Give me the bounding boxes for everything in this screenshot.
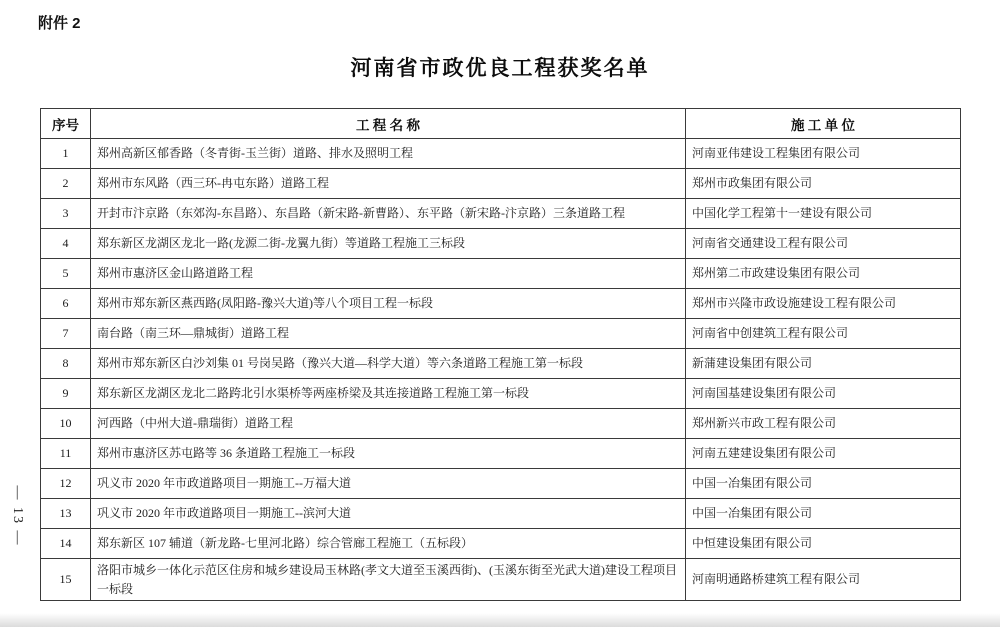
cell-construction-unit: 中恒建设集团有限公司 xyxy=(686,529,961,559)
table-row xyxy=(41,409,961,439)
cell-serial-number: 6 xyxy=(41,289,91,319)
cell-project-name: 南台路（南三环—鼎城街）道路工程 xyxy=(91,319,686,349)
table-row xyxy=(41,289,961,319)
cell-construction-unit: 河南省中创建筑工程有限公司 xyxy=(686,319,961,349)
cell-serial-number: 11 xyxy=(41,439,91,469)
page-title: 河南省市政优良工程获奖名单 xyxy=(350,57,650,80)
table-row xyxy=(41,529,961,559)
cell-serial-number: 7 xyxy=(41,319,91,349)
cell-project-name: 郑东新区龙湖区龙北一路(龙源二街-龙翼九街）等道路工程施工三标段 xyxy=(91,229,686,259)
table-row xyxy=(41,379,961,409)
cell-construction-unit: 郑州新兴市政工程有限公司 xyxy=(686,409,961,439)
cell-serial-number: 1 xyxy=(41,139,91,169)
cell-project-name: 郑州市郑东新区白沙刘集 01 号岗吴路（豫兴大道—科学大道）等六条道路工程施工第一标段 xyxy=(91,349,686,379)
cell-construction-unit: 河南明通路桥建筑工程有限公司 xyxy=(686,559,961,601)
cell-construction-unit: 郑州市兴隆市政设施建设工程有限公司 xyxy=(686,289,961,319)
table-row xyxy=(41,319,961,349)
cell-construction-unit: 郑州市政集团有限公司 xyxy=(686,169,961,199)
table-row xyxy=(41,559,961,601)
table-row xyxy=(41,139,961,169)
cell-project-name: 河西路（中州大道-鼎瑞街）道路工程 xyxy=(91,409,686,439)
table-row xyxy=(41,499,961,529)
header-construction-unit: 施 工 单 位 xyxy=(686,109,961,139)
table-row xyxy=(41,259,961,289)
table-row xyxy=(41,469,961,499)
cell-construction-unit: 河南省交通建设工程有限公司 xyxy=(686,229,961,259)
cell-project-name: 郑州高新区郁香路（冬青街-玉兰街）道路、排水及照明工程 xyxy=(91,139,686,169)
cell-serial-number: 8 xyxy=(41,349,91,379)
cell-serial-number: 12 xyxy=(41,469,91,499)
cell-construction-unit: 河南亚伟建设工程集团有限公司 xyxy=(686,139,961,169)
cell-project-name: 郑州市惠济区苏屯路等 36 条道路工程施工一标段 xyxy=(91,439,686,469)
cell-project-name: 郑州市东风路（西三环-冉屯东路）道路工程 xyxy=(91,169,686,199)
cell-project-name: 开封市汴京路（东郊沟-东昌路）、东昌路（新宋路-新曹路）、东平路（新宋路-汴京路）三条道路工程 xyxy=(91,199,686,229)
cell-construction-unit: 河南国基建设集团有限公司 xyxy=(686,379,961,409)
cell-construction-unit: 河南五建建设集团有限公司 xyxy=(686,439,961,469)
award-table xyxy=(40,108,961,601)
table-row xyxy=(41,229,961,259)
cell-project-name: 郑州市惠济区金山路道路工程 xyxy=(91,259,686,289)
table-row xyxy=(41,349,961,379)
cell-serial-number: 3 xyxy=(41,199,91,229)
table-row xyxy=(41,169,961,199)
header-project-name: 工 程 名 称 xyxy=(91,109,686,139)
cell-project-name: 巩义市 2020 年市政道路项目一期施工--滨河大道 xyxy=(91,499,686,529)
cell-serial-number: 5 xyxy=(41,259,91,289)
cell-project-name: 洛阳市城乡一体化示范区住房和城乡建设局玉林路(孝文大道至玉溪西街)、(玉溪东街至光武大道)建设工程项目一标段 xyxy=(91,559,686,601)
table-row xyxy=(41,439,961,469)
page-number: — 13 — xyxy=(10,485,25,547)
cell-serial-number: 2 xyxy=(41,169,91,199)
cell-construction-unit: 新蒲建设集团有限公司 xyxy=(686,349,961,379)
cell-project-name: 郑州市郑东新区燕西路(凤阳路-豫兴大道)等八个项目工程一标段 xyxy=(91,289,686,319)
cell-serial-number: 10 xyxy=(41,409,91,439)
cell-serial-number: 15 xyxy=(41,559,91,601)
cell-serial-number: 13 xyxy=(41,499,91,529)
cell-construction-unit: 中国一冶集团有限公司 xyxy=(686,469,961,499)
cell-project-name: 巩义市 2020 年市政道路项目一期施工--万福大道 xyxy=(91,469,686,499)
attachment-label: 附件 2 xyxy=(38,15,81,32)
table-row xyxy=(41,199,961,229)
cell-serial-number: 14 xyxy=(41,529,91,559)
cell-serial-number: 9 xyxy=(41,379,91,409)
cell-construction-unit: 郑州第二市政建设集团有限公司 xyxy=(686,259,961,289)
header-serial-number: 序号 xyxy=(41,109,91,139)
cell-serial-number: 4 xyxy=(41,229,91,259)
cell-construction-unit: 中国一冶集团有限公司 xyxy=(686,499,961,529)
table-header-row xyxy=(41,109,961,139)
cell-construction-unit: 中国化学工程第十一建设有限公司 xyxy=(686,199,961,229)
cell-project-name: 郑东新区 107 辅道（新龙路-七里河北路）综合管廊工程施工（五标段） xyxy=(91,529,686,559)
cell-project-name: 郑东新区龙湖区龙北二路跨北引水渠桥等两座桥梁及其连接道路工程施工第一标段 xyxy=(91,379,686,409)
